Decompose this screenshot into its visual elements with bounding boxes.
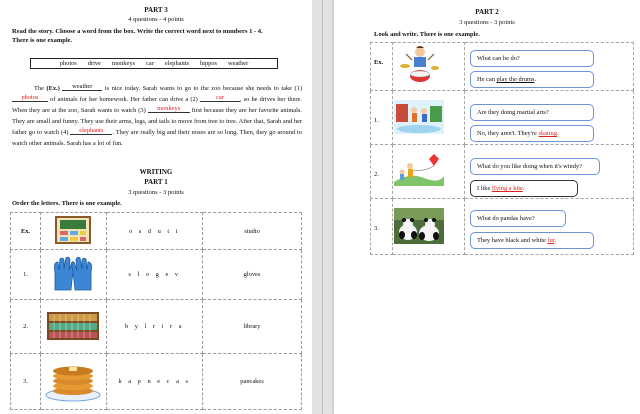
word-box-item: hippos	[199, 60, 218, 67]
part2-title: PART 2	[475, 8, 499, 16]
row-number: 3.	[374, 225, 379, 232]
answer-word: library	[203, 300, 302, 354]
answer-2: car	[200, 94, 240, 102]
table-row	[11, 250, 302, 300]
word-box-item: drive	[87, 60, 101, 67]
writing-points: 3 questions - 3 points	[128, 189, 184, 196]
answer-text: flying a kite	[491, 185, 523, 192]
row-number: 2.	[11, 300, 41, 354]
kite-picture	[394, 152, 444, 186]
question-box: Are they doing martial arts?	[470, 104, 594, 121]
library-picture	[41, 300, 107, 354]
word-box	[30, 58, 278, 69]
row-number: 2.	[374, 171, 379, 178]
answer-box: I like flying a kite.	[470, 180, 578, 197]
part3-example-note: There is one example.	[12, 37, 73, 44]
writing-part-title: PART 1	[144, 178, 168, 186]
answer-word: studio	[203, 213, 302, 250]
answer-text: play the drums	[496, 76, 535, 83]
answer-3: monkeys	[148, 105, 190, 113]
drummer-picture	[398, 44, 440, 84]
page-gutter	[312, 0, 334, 414]
row-number: Ex.	[374, 59, 384, 66]
answer-text: skating	[538, 130, 557, 137]
skaters-picture	[394, 100, 444, 134]
table-row	[11, 213, 302, 250]
answer-word: pancakes	[203, 354, 302, 410]
scrambled-letters: o s d u t i	[107, 213, 203, 250]
answer-box: No, they aren't. They're skating.	[470, 125, 594, 142]
answer-1: photos	[12, 94, 48, 102]
part3-instruction: Read the story. Choose a word from the box. Write the correct word next to numbers 1 - 4.	[12, 28, 263, 35]
row-number: 1.	[11, 250, 41, 300]
left-page	[0, 0, 312, 414]
pancakes-picture	[41, 354, 107, 410]
right-page	[334, 0, 640, 414]
word-box-item: weather	[228, 60, 249, 67]
part2-instruction: Look and write. There is one example.	[374, 31, 480, 38]
gloves-picture	[41, 250, 107, 300]
question-box: What do pandas have?	[470, 210, 566, 227]
answer-box: They have black and white fur.	[470, 232, 594, 249]
writing-title: WRITING	[139, 168, 173, 176]
answer-word: gloves	[203, 250, 302, 300]
word-box-item: elephants	[164, 60, 189, 67]
word-box-item: car	[146, 60, 154, 67]
table-row	[11, 354, 302, 410]
pandas-picture	[394, 208, 444, 244]
word-box-item: photos	[59, 60, 77, 67]
answer-box: He can play the drums.	[470, 71, 594, 88]
table-row	[11, 300, 302, 354]
classroom-picture	[41, 213, 107, 250]
question-box: What do you like doing when it's windy?	[470, 158, 600, 175]
example-blank: weather	[62, 83, 102, 91]
scrambled-letters: s l o g e v	[107, 250, 203, 300]
part2-points: 3 questions - 3 points	[459, 19, 515, 26]
row-number: 1.	[374, 117, 379, 124]
word-box-item: monkeys	[111, 60, 136, 67]
question-box: What can he do?	[470, 50, 594, 67]
answer-text: fur	[547, 237, 555, 244]
scrambled-letters: b y l r i r a	[107, 300, 203, 354]
row-number: 3.	[11, 354, 41, 410]
part3-points: 4 questions - 4 points	[128, 16, 184, 23]
writing-instruction: Order the letters. There is one example.	[12, 200, 122, 207]
row-number: Ex.	[11, 213, 41, 250]
part3-title: PART 3	[144, 6, 168, 14]
scrambled-letters: k a p n e c a s	[107, 354, 203, 410]
answer-4: elephants	[70, 127, 112, 135]
story-text: The (Ex.) weather is nice today. Sarah wants to go to the zoo because she needs to take (1)photos of animals for her homework. Her father can drive a (2) car , so he drives her there. When they are at the zoo, Sarah wants to watch (3) monkeys first because they are her favorite animals. They are small and funny. They use their arms, legs, and tails to move from tree to tree. After that, Sarah and her father go to watch (4) elephants . They are really big and their noses are so long. Then, they go around to watch other animals. Sarah has a lot of fun.	[12, 83, 302, 147]
order-letters-table	[10, 212, 302, 410]
